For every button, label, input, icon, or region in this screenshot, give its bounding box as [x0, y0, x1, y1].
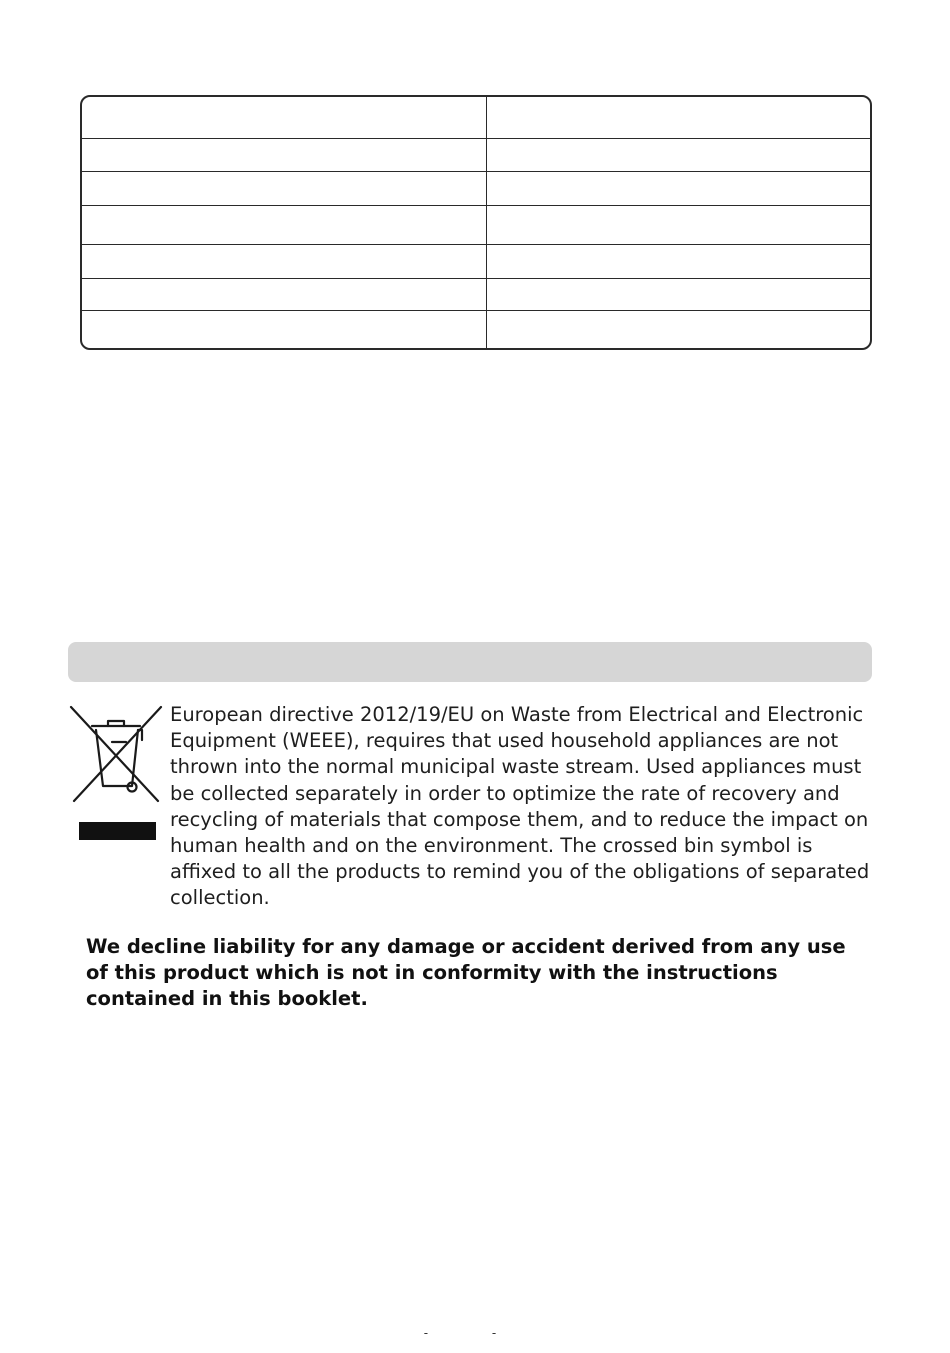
spec-label: [82, 310, 487, 348]
spec-value: [487, 278, 871, 310]
specifications-table: [80, 95, 872, 350]
spec-value: [487, 97, 871, 138]
spec-value: [487, 244, 871, 278]
section-header-bar: [68, 642, 872, 682]
table-row: [82, 138, 870, 171]
liability-disclaimer: We decline liability for any damage or accident derived from any use of this product which is not in conformity with the instructions contained in this booklet.: [86, 935, 846, 1011]
table-row: [82, 278, 870, 310]
spec-value: [487, 205, 871, 244]
spec-label: [82, 244, 487, 278]
spec-label: [82, 205, 487, 244]
spec-label: [82, 97, 487, 138]
spec-label: [82, 138, 487, 171]
spec-value: [487, 138, 871, 171]
table-row: [82, 171, 870, 205]
crossed-out-wheelie-bin-icon: [68, 704, 164, 844]
table-row: [82, 244, 870, 278]
spec-label: [82, 278, 487, 310]
page-number: - -: [423, 1326, 527, 1340]
table-row: [82, 97, 870, 138]
spec-value: [487, 171, 871, 205]
table-row: [82, 205, 870, 244]
table-row: [82, 310, 870, 348]
spec-value: [487, 310, 871, 348]
weee-directive-text: European directive 2012/19/EU on Waste from Electrical and Electronic Equipment (WEEE), requires that used household appliances are not thrown into the normal municipal waste stream. Used appliances must be collected separately in order to optimize the rate of recovery and recycling of materials that compose them, and to reduce the impact on human health and on the environment. The crossed bin symbol is affixed to all the products to remind you of the obligations of separated collection.: [170, 703, 870, 910]
spec-label: [82, 171, 487, 205]
